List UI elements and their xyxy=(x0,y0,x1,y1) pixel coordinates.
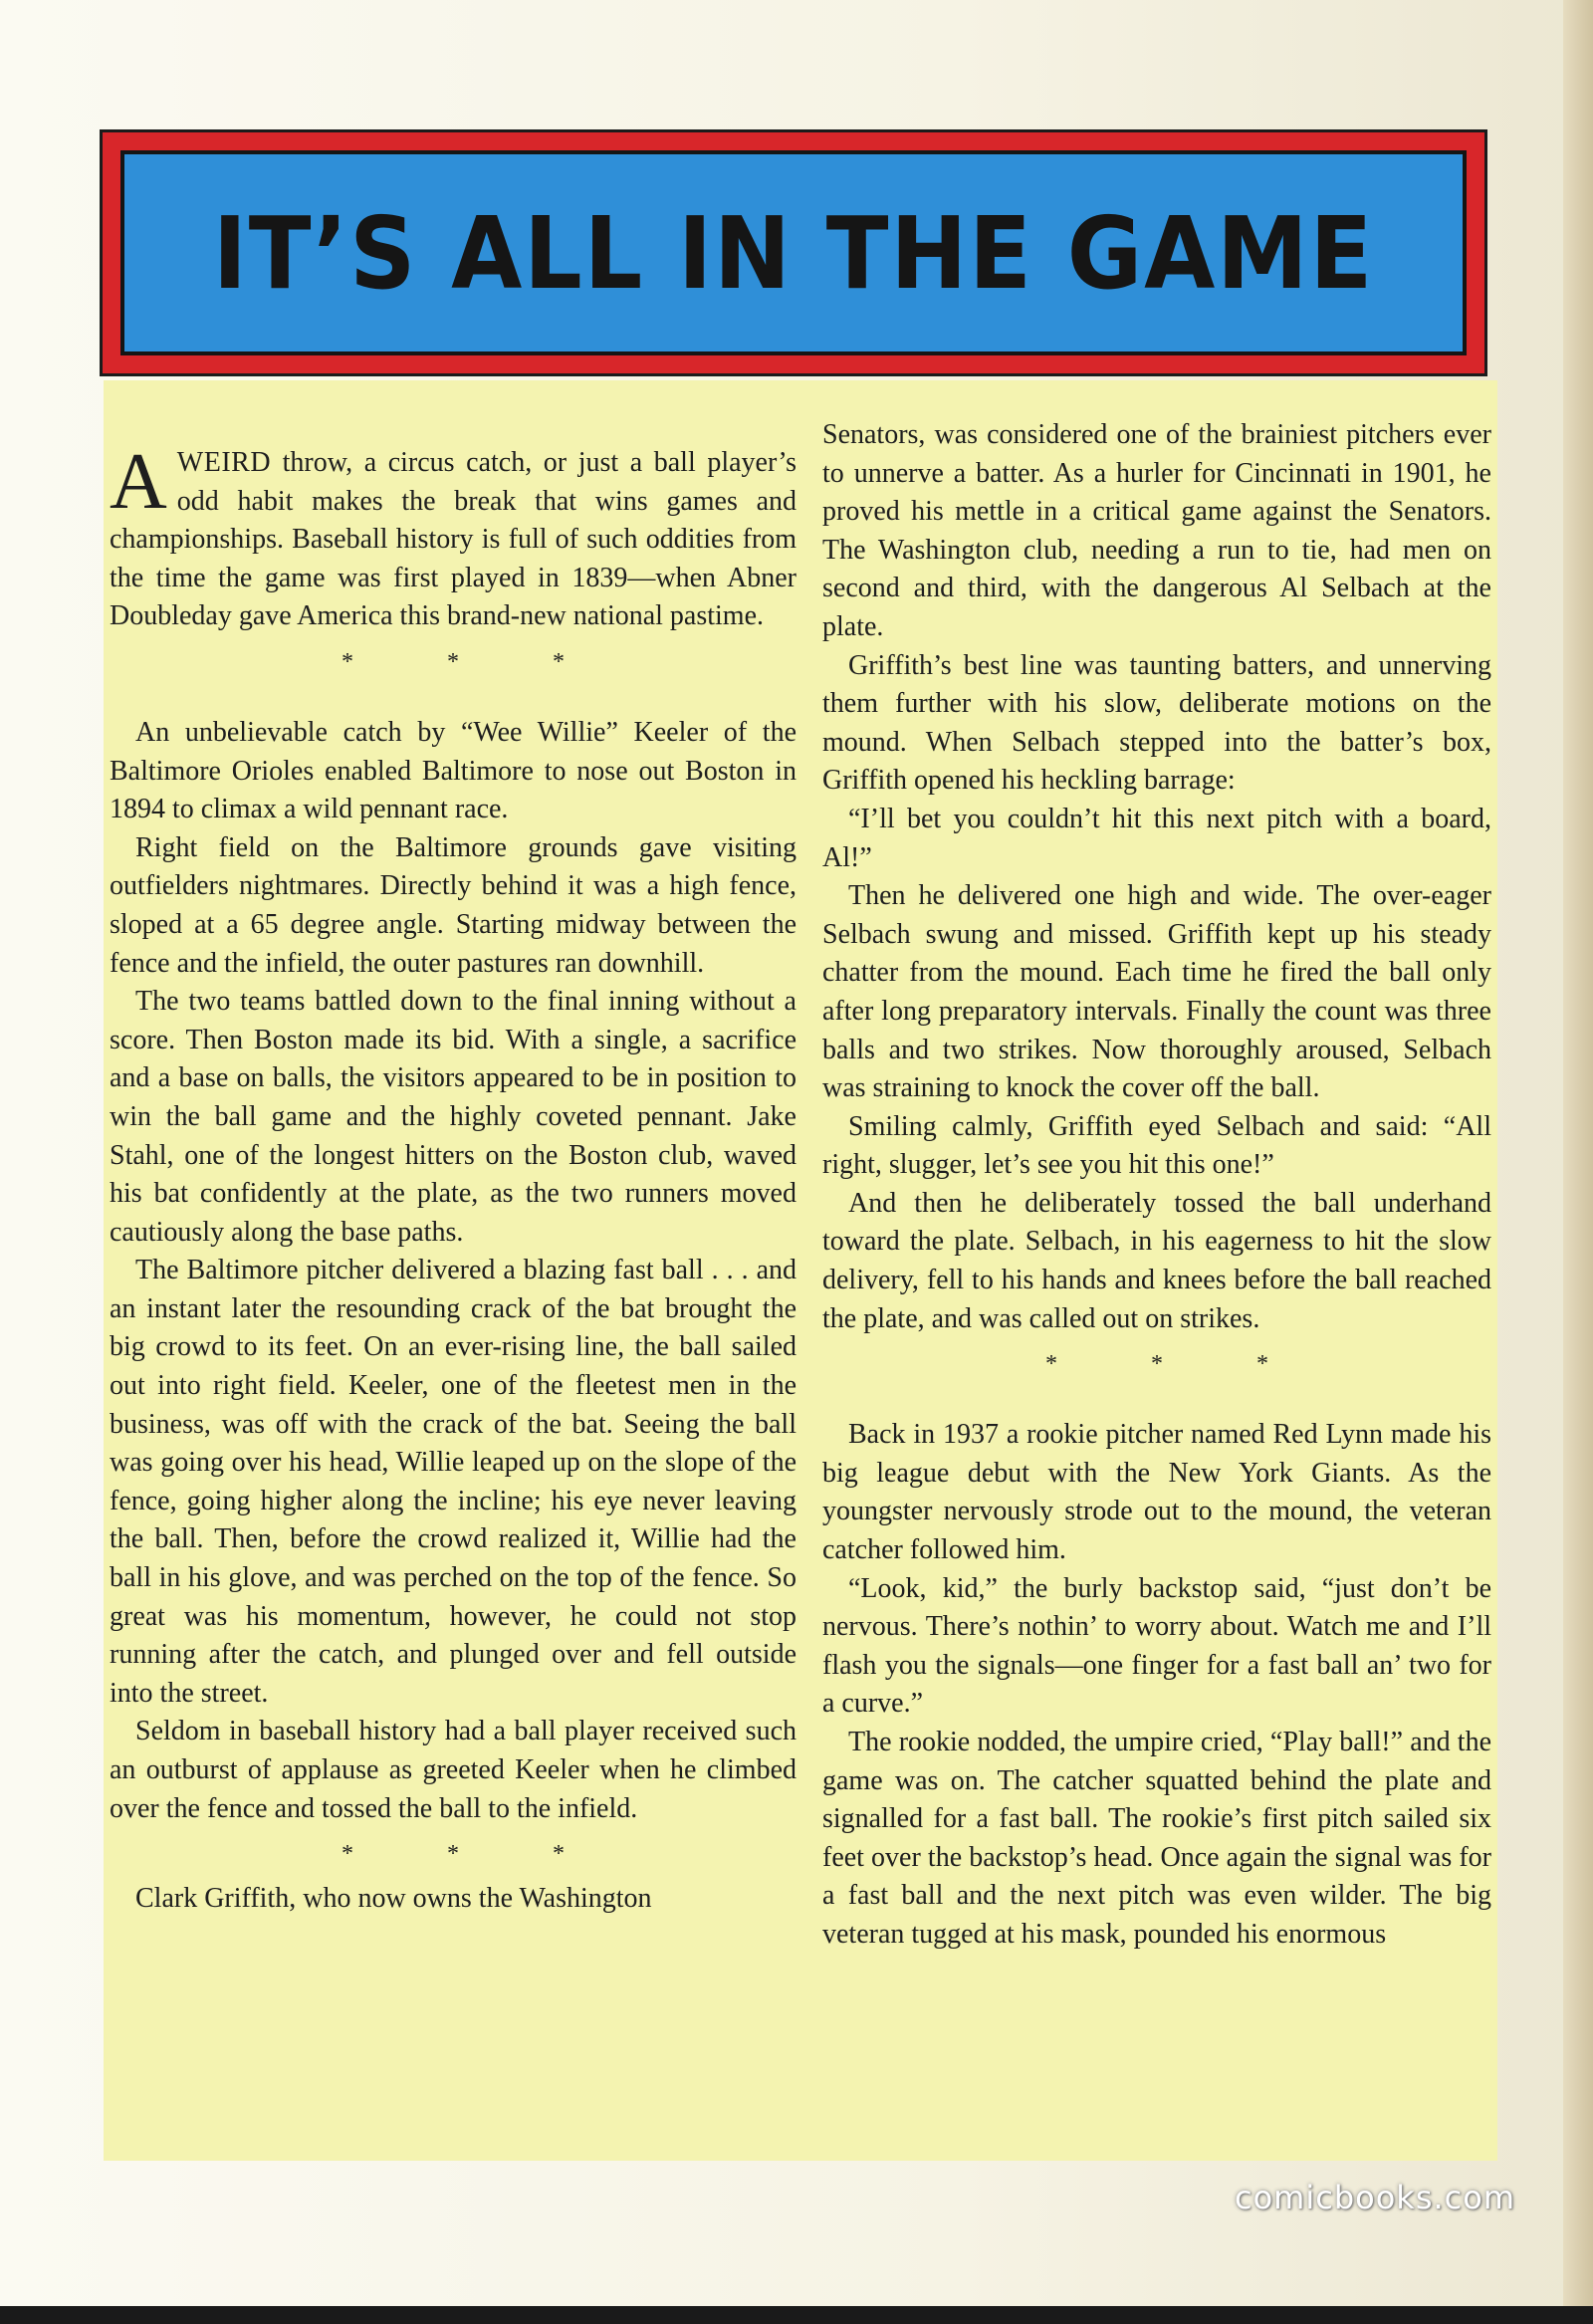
gap xyxy=(110,688,796,714)
title-banner-inner xyxy=(120,150,1467,355)
keeler-paragraph-3: The two teams battled down to the final inning without a score. Then Boston made its bid. With a single, a sacrifice and a base on balls, the visitors appeared to be in position to win the ball game and the highly coveted pennant. Jake Stahl, one of the longest hitters on the Boston club, waved his bat confidently at the plate, as the two runners moved cautiously along the base paths. xyxy=(110,986,796,1248)
section-separator: * * * xyxy=(341,1841,608,1868)
intro-paragraph xyxy=(110,438,796,636)
right-column xyxy=(822,380,1491,2161)
gap xyxy=(822,1390,1491,1416)
title-banner xyxy=(100,129,1487,376)
left-top-space xyxy=(110,380,796,444)
keeler-paragraph-4: The Baltimore pitcher delivered a blazing fast ball . . . and an instant later the resounding crack of the bat brought the big crowd to its feet. On an ever-rising line, the ball sailed out into right field. Keeler, one of the fleetest men in the business, was off with the crack of the bat. Seeing the ball was going over his head, Willie leaped up on the slope of the fence, going higher along the incline; his eye never leaving the ball. Then, before the crowd realized it, Willie had the ball in his glove, and was perched on the top of the fence. So great was his momentum, however, he could not stop running after the catch, and plunged over and fell outside into the street. xyxy=(110,1255,796,1709)
griffith-quote-1: “I’ll bet you couldn’t hit this next pitch with a board, Al!” xyxy=(822,803,1491,873)
lynn-paragraph-3: The rookie nodded, the umpire cried, “Play ball!” and the game was on. The catcher squatted behind the plate and signalled for a fast ball. The rookie’s first pitch sailed six feet over the backstop’s head. Once again the signal was for a fast ball and the next pitch was even wilder. The big veteran tugged at his mask, pounded his enormous xyxy=(822,1727,1491,1950)
page-title: IT’S ALL IN THE GAME xyxy=(212,194,1375,312)
griffith-paragraph-3: Then he delivered one high and wide. The over-eager Selbach swung and missed. Griffith kept up his steady chatter from the mound. Each time he fired the ball only after long preparatory intervals. Finally the count was three balls and two strikes. Now thoroughly aroused, Selbach was straining to knock the cover off the ball. xyxy=(822,880,1491,1104)
keeler-paragraph-1: An unbelievable catch by “Wee Willie” Keeler of the Baltimore Orioles enabled Baltimore to nose out Boston in 1894 to climax a wild pennant race. xyxy=(110,716,796,825)
drop-cap: A xyxy=(110,438,167,526)
griffith-paragraph-start: Clark Griffith, who now owns the Washington xyxy=(135,1883,652,1915)
right-top-space xyxy=(822,380,1491,416)
bottom-border xyxy=(0,2306,1593,2324)
griffith-quote-2: Smiling calmly, Griffith eyed Selbach and said: “All right, slugger, let’s see you hit this one!” xyxy=(822,1110,1491,1181)
article-panel xyxy=(104,380,1497,2161)
lynn-paragraph-2: “Look, kid,” the burly backstop said, “just don’t be nervous. There’s nothin’ to worry about. Watch me and I’ll flash you the signals—one finger for a fast ball an’ two for a curve.” xyxy=(822,1572,1491,1720)
griffith-paragraph-1: Senators, was considered one of the brainiest pitchers ever to unnerve a batter. As a hurler for Cincinnati in 1901, he proved his mettle in a critical game against the Senators. The Washington club, needing a run to tie, had men on second and third, with the dangerous Al Selbach at the plate. xyxy=(822,419,1491,642)
site-watermark: comicbooks.com xyxy=(1235,2179,1516,2216)
left-column xyxy=(110,380,796,2161)
griffith-paragraph-4: And then he deliberately tossed the ball underhand toward the plate. Selbach, in his eagerness to hit the slow delivery, fell to his hands and knees before the ball reached the plate, and was called out on strikes. xyxy=(822,1187,1491,1334)
section-separator: * * * xyxy=(341,648,608,675)
lynn-paragraph-1: Back in 1937 a rookie pitcher named Red Lynn made his big league debut with the New York Giants. As the youngster nervously strode out to the mound, the veteran catcher followed him. xyxy=(822,1419,1491,1566)
section-separator: * * * xyxy=(1045,1351,1312,1378)
page-edge xyxy=(1563,0,1593,2324)
keeler-paragraph-5: Seldom in baseball history had a ball player received such an outburst of applause as greeted Keeler when he climbed over the fence and tossed the ball to the infield. xyxy=(110,1716,796,1824)
keeler-paragraph-2: Right field on the Baltimore grounds gave visiting outfielders nightmares. Directly behind it was a high fence, sloped at a 65 degree angle. Starting midway between the fence and the infield, the outer pastures ran downhill. xyxy=(110,831,796,979)
griffith-paragraph-2: Griffith’s best line was taunting batters, and unnerving them further with his slow, deliberate motions on the mound. When Selbach stepped into the batter’s box, Griffith opened his heckling barrage: xyxy=(822,649,1491,797)
intro-lead: WEIRD xyxy=(176,447,272,478)
intro-text: throw, a circus catch, or just a ball player’s odd habit makes the break that wins games and championships. Baseball history is full of such oddities from the time the game was first played in 1839—when Abner Doubleday gave America this brand-new national pastime. xyxy=(110,447,796,632)
